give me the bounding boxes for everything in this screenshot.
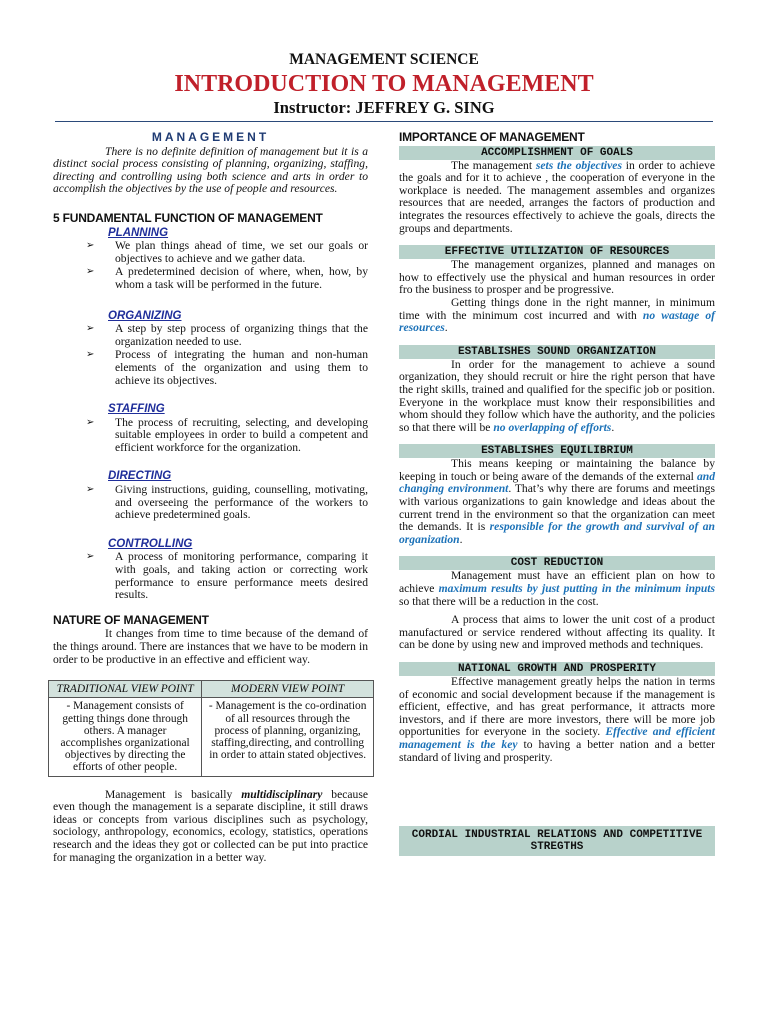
list-item: ➢ Giving instructions, guiding, counselling, motivating, and overseeing the performance of the workers to achieve predetermined goals. bbox=[86, 483, 368, 522]
directing-list bbox=[53, 484, 368, 522]
growth-text: Effective management greatly helps the nation in terms of economic and social development because if the management is efficient, effective, and has great performance, it attracts more investors, and if there are more investors, there will be more job opportunities for everyone in the society. Effective and efficient management is the key to having a better nation and a better standard of living and prosperity. bbox=[399, 675, 716, 764]
resources-text-2: Getting things done in the right manner, in minimum time with the minimum cost incurred and with no wastage of resources. bbox=[399, 295, 716, 335]
organization-text: In order for the management to achieve a sound organization, they should recruit or hire the right person that have the right skills, trained and qualified for the specific job or position. Everyone in the workplace must know their responsibilities and whom should they follow which have the authority, and the policies so that there will be no overlapping of efforts. bbox=[399, 357, 715, 434]
nature-heading: NATURE OF MANAGEMENT bbox=[53, 612, 209, 627]
arrow-bullet-icon: ➢ bbox=[86, 484, 95, 496]
table-cell-modern: - Management is the co-ordination of all resources through the process of planning, organizing, staffing,directing, and controlling in order to attain stated objectives. bbox=[202, 698, 374, 776]
viewpoint-table bbox=[48, 680, 374, 776]
goals-text: The management sets the objectives in order to achieve the goals and for it to achieve , the cooperation of everyone in the workplace is needed. The management assembles and organizes resources that are needed, arranges the factors of production and integrates the resources effectively to achieve the goals, directs the groups and departments. bbox=[399, 158, 715, 235]
section-bar-goals: ACCOMPLISHMENT OF GOALS bbox=[399, 146, 715, 160]
arrow-bullet-icon: ➢ bbox=[86, 240, 95, 252]
arrow-bullet-icon: ➢ bbox=[86, 551, 95, 563]
document-title: INTRODUCTION TO MANAGEMENT bbox=[174, 71, 594, 97]
equilibrium-text: This means keeping or maintaining the balance by keeping in touch or being aware of the demands of the external and changing environment. That’s why there are forums and meetings with various organizations to gain knowledge and ideas about the current trend in the environment so that the organization can meet the demands. It is responsible for the growth and survival of an organization. bbox=[399, 457, 715, 546]
arrow-bullet-icon: ➢ bbox=[86, 323, 95, 335]
nature-text: It changes from time to time because of the demand of the things around. There are instances that we have to be modern in order to be productive in an effective and efficient way. bbox=[53, 627, 368, 666]
list-item: ➢ We plan things ahead of time, we set our goals or objectives to achieve and we gather data. bbox=[86, 239, 368, 265]
arrow-bullet-icon: ➢ bbox=[86, 349, 95, 361]
planning-list bbox=[53, 240, 368, 291]
management-heading: MANAGEMENT bbox=[151, 130, 270, 144]
resources-text-1: The management organizes, planned and manages on how to effectively use the physical and human resources in order fro the business to prosper and be progressive. bbox=[399, 258, 715, 297]
cost-text-1: Management must have an efficient plan on how to achieve maximum results by just putting in the minimum inputs so that there will be a reduction in the cost. bbox=[399, 569, 715, 608]
list-item: ➢ A predetermined decision of where, when, how, by whom a task will be performed in the future. bbox=[86, 265, 368, 291]
cost-text-2: A process that aims to lower the unit cost of a product manufactured or service rendered without affecting its quality. It can be done by using new and improved methods and techniques. bbox=[399, 613, 715, 652]
function-planning-title: PLANNING bbox=[108, 226, 169, 239]
arrow-bullet-icon: ➢ bbox=[86, 266, 95, 278]
functions-heading: 5 FUNDAMENTAL FUNCTION OF MANAGEMENT bbox=[53, 210, 323, 225]
table-header-traditional: TRADITIONAL VIEW POINT bbox=[49, 681, 202, 698]
staffing-list bbox=[53, 417, 368, 455]
section-bar-resources: EFFECTIVE UTILIZATION OF RESOURCES bbox=[399, 245, 715, 259]
section-bar-equilibrium: ESTABLISHES EQUILIBRIUM bbox=[399, 444, 715, 458]
list-item: ➢ A step by step process of organizing things that the organization needed to use. bbox=[86, 322, 368, 348]
list-item: ➢ The process of recruiting, selecting, and developing suitable employees in order to build a competent and efficient workforce for the organization. bbox=[86, 415, 368, 454]
left-column bbox=[53, 131, 368, 864]
function-organizing-title: ORGANIZING bbox=[108, 309, 182, 322]
list-item: ➢ A process of monitoring performance, comparing it with goals, and taking action or correcting work performance to ensure performance meets desired results. bbox=[86, 550, 368, 602]
table-header-modern: MODERN VIEW POINT bbox=[202, 681, 374, 698]
function-staffing-title: STAFFING bbox=[108, 403, 165, 416]
section-bar-cost: COST REDUCTION bbox=[399, 556, 715, 570]
subject-title: MANAGEMENT SCIENCE bbox=[289, 51, 479, 68]
management-definition: There is no definite definition of management but it is a distinct social process consisting of planning, organizing, staffing, directing and controlling using both science and arts in order to accomplish the objectives by the use of people and resources. bbox=[53, 144, 368, 196]
section-bar-organization: ESTABLISHES SOUND ORGANIZATION bbox=[399, 345, 715, 359]
organizing-list bbox=[53, 323, 368, 387]
multidisciplinary-term: multidisciplinary bbox=[241, 787, 323, 801]
importance-heading: IMPORTANCE OF MANAGEMENT bbox=[399, 130, 585, 144]
list-item: ➢ Process of integrating the human and non-human elements of the organization and using them to achieve its objectives. bbox=[86, 348, 368, 387]
table-cell-traditional: - Management consists of getting things done through others. A manager accomplishes organizational objectives by directing the efforts of other people. bbox=[49, 698, 202, 776]
section-bar-growth: NATIONAL GROWTH AND PROSPERITY bbox=[399, 662, 715, 676]
instructor-line: Instructor: JEFFREY G. SING bbox=[273, 98, 495, 117]
multidisciplinary-paragraph: Management is basically multidisciplinary because even though the management is a separate discipline, it still draws ideas or concepts from various disciplines such as psychology, sociology, anthropology, economics, ecology, statistics, operations research and the ideas they got or collected can be put into practice for managing the organization in a better way. bbox=[53, 787, 368, 864]
function-controlling-title: CONTROLLING bbox=[108, 537, 193, 550]
page-header bbox=[0, 50, 768, 118]
table-row bbox=[49, 698, 374, 776]
controlling-list bbox=[53, 551, 368, 601]
section-bar-cordial: CORDIAL INDUSTRIAL RELATIONS AND COMPETITIVE STREGTHS bbox=[399, 826, 715, 856]
right-column bbox=[399, 131, 715, 856]
header-divider bbox=[55, 121, 713, 122]
arrow-bullet-icon: ➢ bbox=[86, 416, 95, 428]
function-directing-title: DIRECTING bbox=[108, 470, 172, 483]
